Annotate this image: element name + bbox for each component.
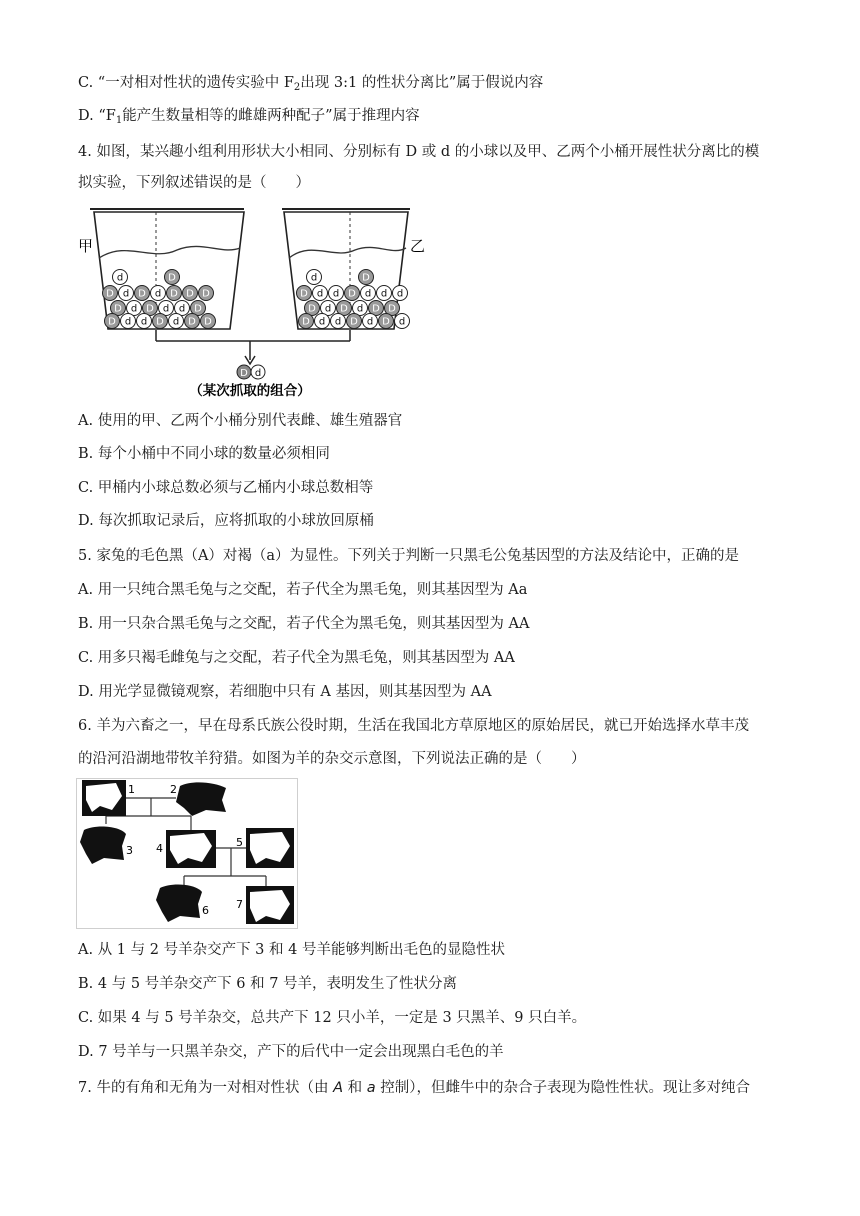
ball-label: d: [366, 316, 374, 328]
svg-text:d: d: [254, 368, 262, 379]
ball-label: D: [114, 303, 122, 315]
ball-label: d: [396, 288, 404, 300]
ball-label: D: [188, 316, 196, 328]
bucket-jia-label: 甲: [78, 237, 94, 255]
ball-label: D: [362, 272, 370, 284]
svg-text:3: 3: [126, 844, 133, 857]
question-6-line-1: 6. 羊为六畜之一，早在母系氏族公役时期，生活在我国北方草原地区的原始居民，就已开始选择水草丰茂: [78, 718, 749, 734]
option-3d: D. “$F_1$能产生数量相等的雌雄两种配子”属于推理内容: [78, 108, 420, 126]
ball-label: D: [340, 303, 348, 315]
option-6b: B. 4 与 5 号羊杂交产下 6 和 7 号羊，表明发生了性状分离: [78, 976, 458, 992]
ball-label: D: [302, 316, 310, 328]
ball-label: D: [170, 288, 178, 300]
ball-label: D: [204, 316, 212, 328]
ball-label: D: [194, 303, 202, 315]
drawn-combination: [237, 365, 265, 379]
ball-label: D: [350, 316, 358, 328]
ball-label: D: [138, 288, 146, 300]
option-5a: A. 用一只纯合黑毛兔与之交配，若子代全为黑毛兔，则其基因型为 Aa: [78, 582, 528, 598]
option-4a: A. 使用的甲、乙两个小桶分别代表雌、雄生殖器官: [78, 413, 403, 429]
question-7: 7. 牛的有角和无角为一对相对性状（由 A 和 a 控制），但雌牛中的杂合子表现为隐性性状。现让多对纯合: [78, 1080, 750, 1096]
ball-label: d: [334, 316, 342, 328]
ball-label: D: [106, 288, 114, 300]
ball-label: D: [202, 288, 210, 300]
svg-text:5: 5: [236, 836, 243, 849]
svg-text:7: 7: [236, 898, 243, 911]
ball-label: D: [388, 303, 396, 315]
svg-text:6: 6: [202, 904, 209, 917]
svg-text:4: 4: [156, 842, 163, 855]
svg-text:1: 1: [128, 783, 135, 796]
option-5b: B. 用一只杂合黑毛兔与之交配，若子代全为黑毛兔，则其基因型为 AA: [78, 616, 530, 632]
ball-label: d: [364, 288, 372, 300]
ball-label: d: [154, 288, 162, 300]
ball-label: D: [348, 288, 356, 300]
question-5: 5. 家兔的毛色黑（A）对褐（a）为显性。下列关于判断一只黑毛公兔基因型的方法及结论中，正确的是: [78, 548, 740, 564]
ball-label: D: [146, 303, 154, 315]
option-5d: D. 用光学显微镜观察，若细胞中只有 A 基因，则其基因型为 AA: [78, 684, 492, 700]
svg-text:2: 2: [170, 783, 177, 796]
ball-label: d: [316, 288, 324, 300]
ball-label: d: [310, 272, 318, 284]
question-6-line-2: 的沿河沿湖地带牧羊狩猎。如图为羊的杂交示意图，下列说法正确的是（ ）: [78, 751, 586, 767]
question-4-line-1: 4. 如图，某兴趣小组利用形状大小相同、分别标有 D 或 d 的小球以及甲、乙两个小桶开展性状分离比的模: [78, 144, 760, 160]
option-4d: D. 每次抓取记录后，应将抓取的小球放回原桶: [78, 513, 374, 529]
option-4c: C. 甲桶内小球总数必须与乙桶内小球总数相等: [78, 480, 374, 496]
ball-label: D: [382, 316, 390, 328]
ball-label: d: [130, 303, 138, 315]
option-3c: C. “一对相对性状的遗传实验中 $F_2$出现 3:1 的性状分离比”属于假说内容: [78, 75, 544, 93]
option-5c: C. 用多只褐毛雌兔与之交配，若子代全为黑毛兔，则其基因型为 AA: [78, 650, 515, 666]
ball-label: d: [162, 303, 170, 315]
ball-label: d: [122, 288, 130, 300]
option-6d: D. 7 号羊与一只黑羊杂交，产下的后代中一定会出现黑白毛色的羊: [78, 1044, 504, 1060]
ball-label: D: [308, 303, 316, 315]
ball-label: D: [156, 316, 164, 328]
ball-label: D: [186, 288, 194, 300]
option-4b: B. 每个小桶中不同小球的数量必须相同: [78, 446, 330, 462]
ball-label: d: [178, 303, 186, 315]
ball-label: d: [318, 316, 326, 328]
ball-label: d: [124, 316, 132, 328]
ball-label: d: [398, 316, 406, 328]
option-6a: A. 从 1 与 2 号羊杂交产下 3 和 4 号羊能够判断出毛色的显隐性状: [78, 942, 505, 958]
ball-label: d: [140, 316, 148, 328]
figure-caption: （某次抓取的组合）: [189, 383, 311, 399]
ball-label: d: [324, 303, 332, 315]
option-6c: C. 如果 4 与 5 号羊杂交，总共产下 12 只小羊，一定是 3 只黑羊、9 只白羊。: [78, 1010, 587, 1026]
ball-label: D: [108, 316, 116, 328]
ball-label: d: [332, 288, 340, 300]
svg-text:D: D: [240, 368, 248, 379]
bucket-yi-label: 乙: [410, 237, 426, 255]
ball-label: D: [372, 303, 380, 315]
ball-label: d: [116, 272, 124, 284]
bucket-experiment-figure: [72, 200, 432, 402]
ball-label: d: [172, 316, 180, 328]
ball-label: D: [300, 288, 308, 300]
ball-label: d: [356, 303, 364, 315]
sheep-pedigree-figure: [76, 778, 300, 930]
ball-label: D: [168, 272, 176, 284]
question-4-line-2: 拟实验，下列叙述错误的是（ ）: [78, 175, 310, 191]
ball-label: d: [380, 288, 388, 300]
